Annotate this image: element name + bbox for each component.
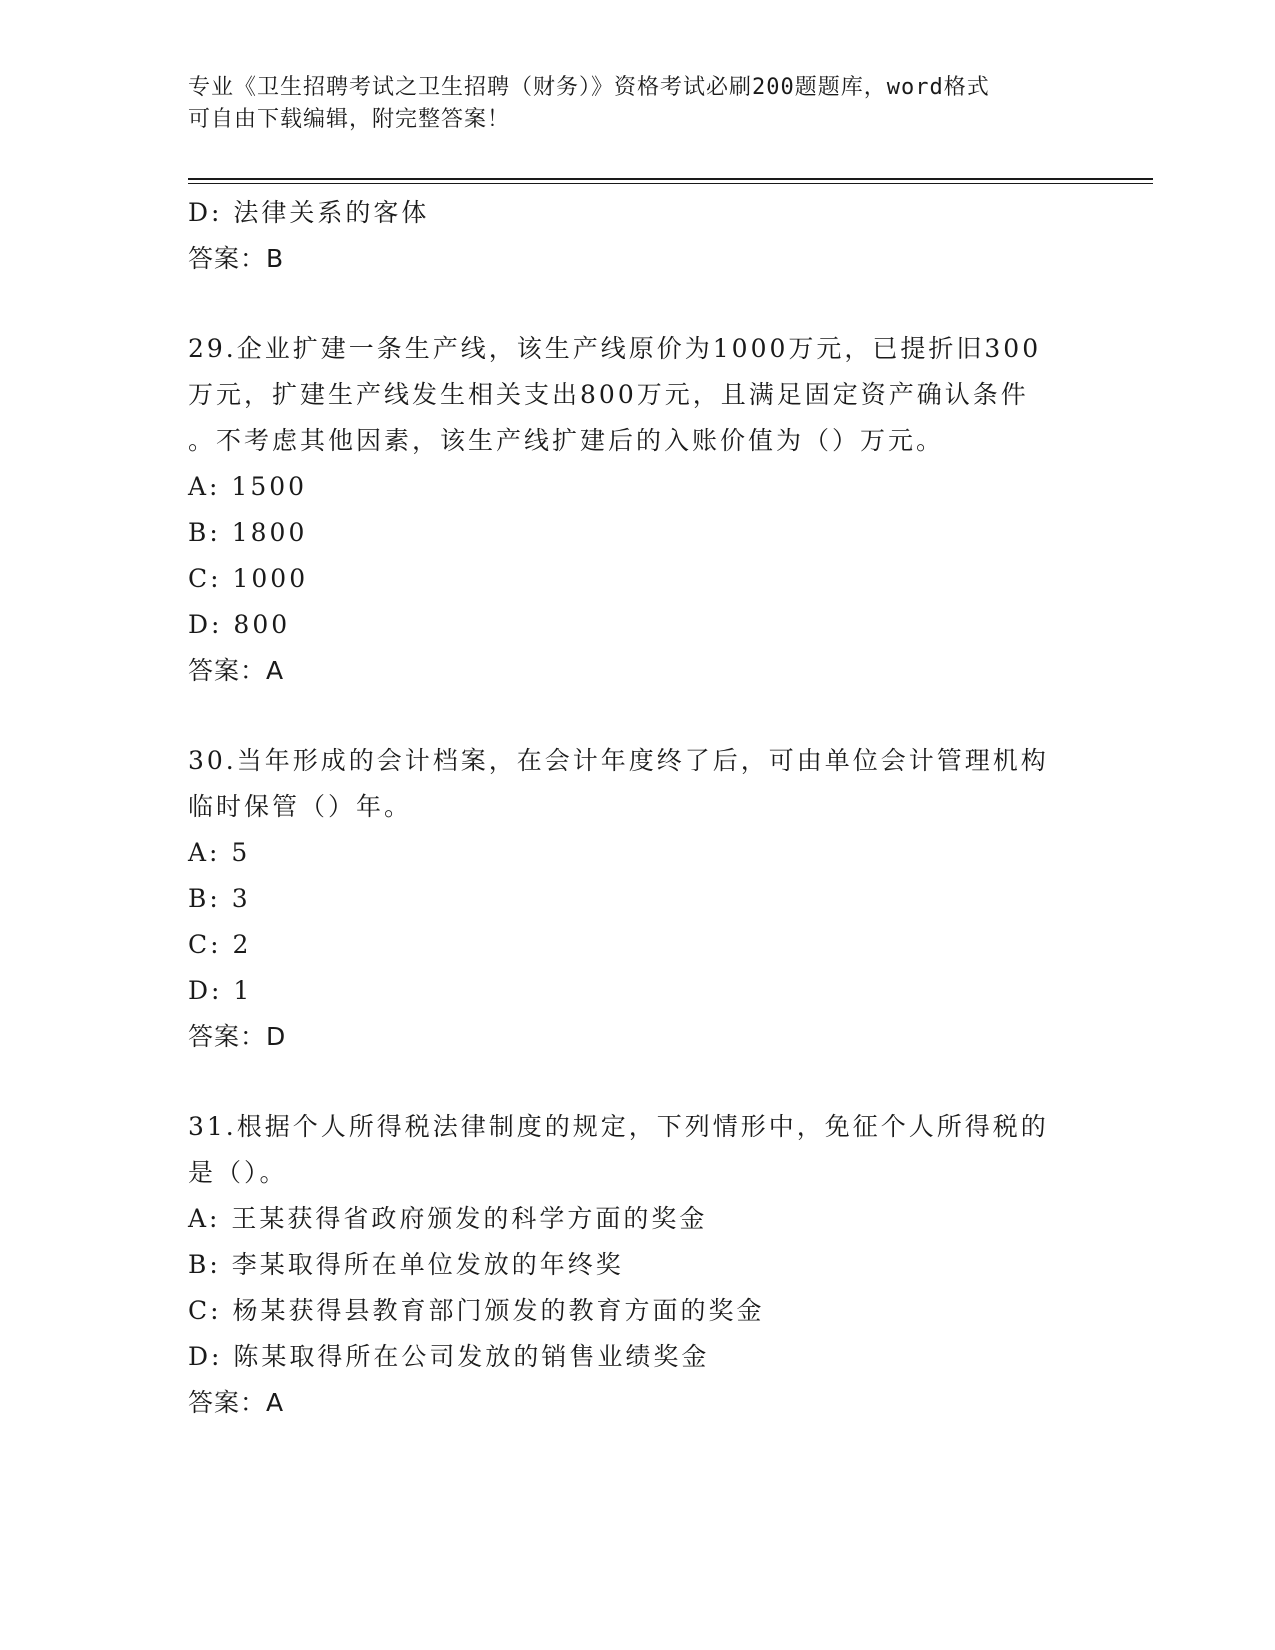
question-text: 30.当年形成的会计档案，在会计年度终了后，可由单位会计管理机构 — [188, 746, 1049, 775]
option-b: B: 3 — [188, 884, 251, 913]
document-header — [188, 72, 1088, 136]
option-b: B: 1800 — [188, 518, 308, 547]
header-rule-thick — [188, 178, 1153, 180]
question-text: 临时保管（）年。 — [188, 792, 413, 821]
question-text: 。不考虑其他因素，该生产线扩建后的入账价值为（）万元。 — [188, 426, 945, 455]
option-a: A: 王某获得省政府颁发的科学方面的奖金 — [188, 1204, 708, 1233]
option-d: D: 1 — [188, 976, 253, 1005]
header-line-2: 可自由下载编辑，附完整答案！ — [188, 107, 511, 132]
question-text: 31.根据个人所得税法律制度的规定，下列情形中，免征个人所得税的 — [188, 1112, 1049, 1141]
option-d: D: 陈某取得所在公司发放的销售业绩奖金 — [188, 1342, 710, 1371]
answer: 答案：A — [188, 1388, 285, 1417]
answer: 答案：D — [188, 1022, 287, 1051]
previous-question-tail — [188, 190, 1088, 282]
question-29 — [188, 326, 1088, 694]
question-text: 万元，扩建生产线发生相关支出800万元，且满足固定资产确认条件 — [188, 380, 1029, 409]
question-text: 29.企业扩建一条生产线，该生产线原价为1000万元，已提折旧300 — [188, 334, 1042, 363]
option-b: B: 李某取得所在单位发放的年终奖 — [188, 1250, 624, 1279]
option-c: C: 杨某获得县教育部门颁发的教育方面的奖金 — [188, 1296, 765, 1325]
option-c: C: 2 — [188, 930, 252, 959]
option-a: A: 1500 — [188, 472, 308, 501]
question-30 — [188, 738, 1088, 1060]
option-d: D: 法律关系的客体 — [188, 198, 430, 227]
document-body — [188, 190, 1088, 1426]
answer: 答案：A — [188, 656, 285, 685]
answer: 答案：B — [188, 244, 285, 273]
header-line-1: 专业《卫生招聘考试之卫生招聘（财务）》资格考试必刷200题题库，word格式 — [188, 75, 990, 100]
option-a: A: 5 — [188, 838, 251, 867]
option-c: C: 1000 — [188, 564, 309, 593]
header-rule-thin — [188, 183, 1153, 184]
question-31 — [188, 1104, 1088, 1426]
option-d: D: 800 — [188, 610, 291, 639]
question-text: 是（）。 — [188, 1158, 288, 1187]
